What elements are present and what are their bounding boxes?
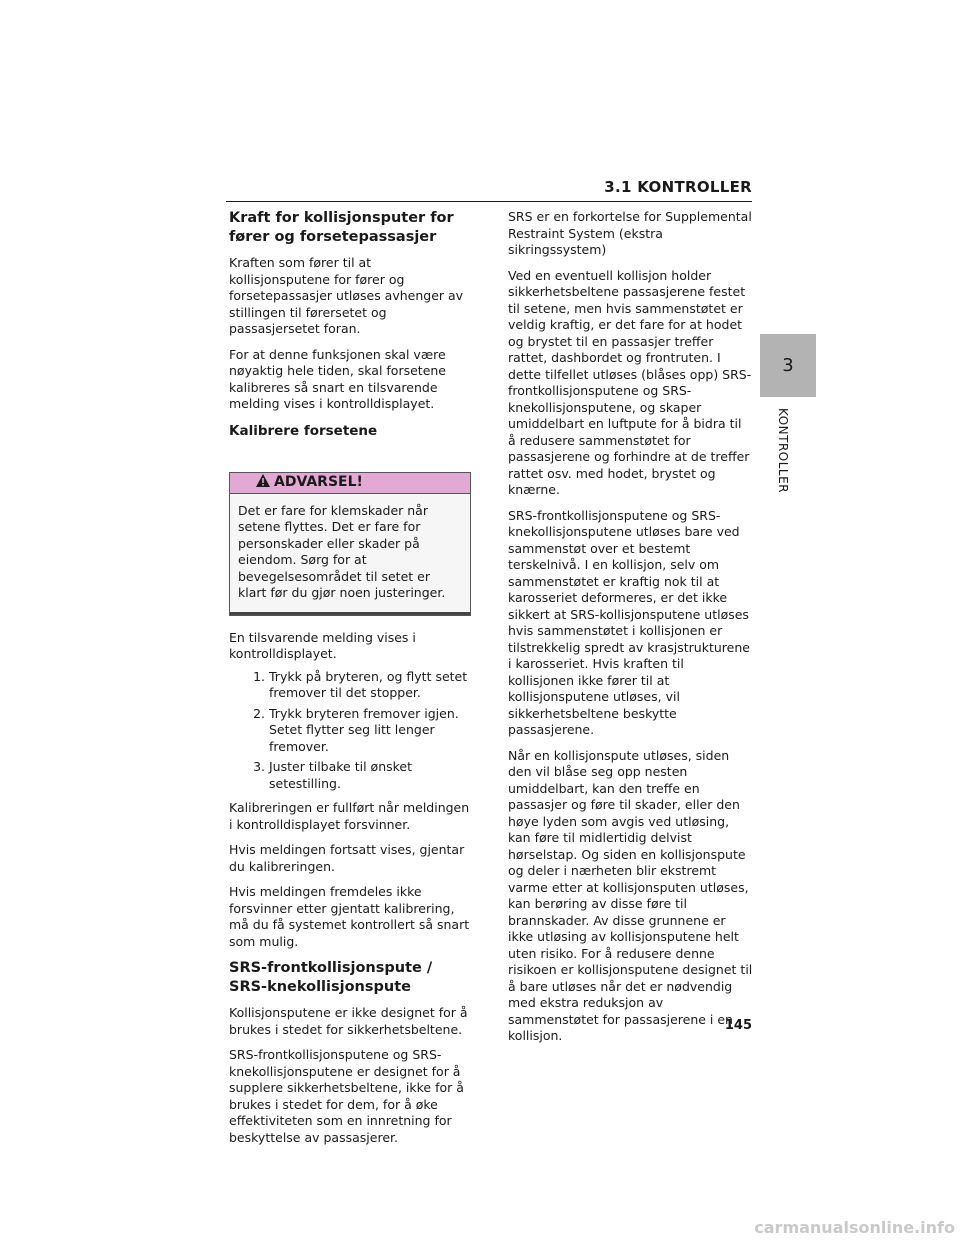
paragraph: For at denne funksjonen skal være nøyaktig hele tiden, skal forsetene kalibreres så snart en tilsvarende melding vises i kontrolldisplayet. [229, 346, 446, 411]
paragraph: Kraften som fører til at kollisjonsputene for fører og forsetepassasjer utløses avhenger av stillingen til førersetet og passasjersetet foran. [229, 255, 464, 336]
section-heading-srs: SRS-frontkollisjonspute / SRS-knekollisjonspute [229, 960, 433, 995]
paragraph: SRS er en forkortelse for Supplemental Restraint System (ekstra sikringssystem) [508, 209, 752, 257]
paragraph: En tilsvarende melding vises i kontrolldisplayet. [229, 629, 416, 661]
page-number: 145 [724, 1018, 752, 1033]
chapter-number: 3 [782, 355, 794, 376]
header-title: 3.1 KONTROLLER [604, 178, 752, 196]
paragraph: Kalibreringen er fullført når meldingen i kontrolldisplayet forsvinner. [229, 800, 470, 832]
paragraph: Hvis meldingen fortsatt vises, gjentar du kalibreringen. [229, 842, 465, 874]
paragraph: SRS-frontkollisjonsputene og SRS-knekollisjonsputene er designet for å supplere sikkerhetsbeltene, ikke for å brukes i stedet for dem, for å øke effektiviteten som en innretning for beskyttelse av passasjerer. [229, 1047, 464, 1145]
paragraph: Når en kollisjonspute utløses, siden den vil blåse seg opp nesten umiddelbart, kan den treffe en passasjer og føre til skader, eller den høye lyden som avgis ved utløsing, kan føre til midlertidig delvist hørselstap. Og siden en kollisjonspute og deler i nærheten blir ekstremt varme etter at kollisjonsputen utløses, kan berøring av disse føre til brannskader. Av disse grunnene er ikke utløsing av kollisjonsputene helt uten risiko. For å redusere denne risikoen er kollisjonsputene designet til å bare utløses når det er nødvendig med ekstra reduksjon av sammenstøtet for passasjerene i en kollisjon. [508, 747, 753, 1043]
left-column [229, 209, 474, 1155]
warning-header [230, 473, 470, 494]
paragraph: Ved en eventuell kollisjon holder sikkerhetsbeltene passasjerene festet til setene, men hvis sammenstøtet er veldig kraftig, er det fare for at hodet og brystet til en passasjer treffer rattet, dashbordet og frontruten. I dette tilfellet utløses (blåses opp) SRS-frontkollisjonsputene og SRS-knekollisjonsputene, og skaper umiddelbart en luftpute for å bidra til å redusere sammenstøtet for passasjerene og forhindre at de treffer rattet osv. med hodet, brystet og knærne. [508, 267, 752, 497]
warning-title: ADVARSEL! [274, 474, 363, 491]
paragraph: Kollisjonsputene er ikke designet for å brukes i stedet for sikkerhetsbeltene. [229, 1005, 468, 1037]
section-heading-airbag-force: Kraft for kollisjonsputer for fører og forsetepassasjer [229, 210, 454, 245]
list-item: 2. Trykk bryteren fremover igjen. Setet flytter seg litt lenger fremover. [269, 706, 474, 756]
chapter-side-label: KONTROLLER [776, 408, 790, 494]
paragraph: SRS-frontkollisjonsputene og SRS-knekollisjonsputene utløses bare ved sammenstøt over et bestemt terskelnivå. I en kollisjon, selv om sammenstøtet er kraftig nok til at karosseriet deformeres, er det ikke sikkert at SRS-kollisjonsputene utløses hvis sammenstøtet i kollisjonen er tilstrekkelig spredt av krasjstrukturene i karosseriet. Hvis kraften til kollisjonen ikke fører til at kollisjonsputene utløses, vil sikkerhetsbeltene beskytte passasjerene. [508, 507, 750, 737]
header-rule [226, 201, 752, 202]
list-item: 1. Trykk på bryteren, og flytt setet fremover til det stopper. [269, 669, 474, 702]
calibration-steps [229, 669, 474, 793]
section-heading-calibrate: Kalibrere forsetene [229, 422, 378, 439]
right-column [508, 209, 753, 1054]
list-item: 3. Juster tilbake til ønsket setestilling. [269, 759, 474, 792]
chapter-tab [760, 334, 816, 397]
warning-text: Det er fare for klemskader når setene flyttes. Det er fare for personskader eller skader på eiendom. Sørg for at bevegelsesområdet til setet er klart før du gjør noen justeringer. [230, 494, 470, 615]
watermark: carmanualsonline.info [754, 1218, 955, 1237]
warning-triangle-icon [255, 473, 274, 493]
warning-box [229, 472, 471, 616]
paragraph: Hvis meldingen fremdeles ikke forsvinner etter gjentatt kalibrering, må du få systemet kontrollert så snart som mulig. [229, 884, 470, 949]
